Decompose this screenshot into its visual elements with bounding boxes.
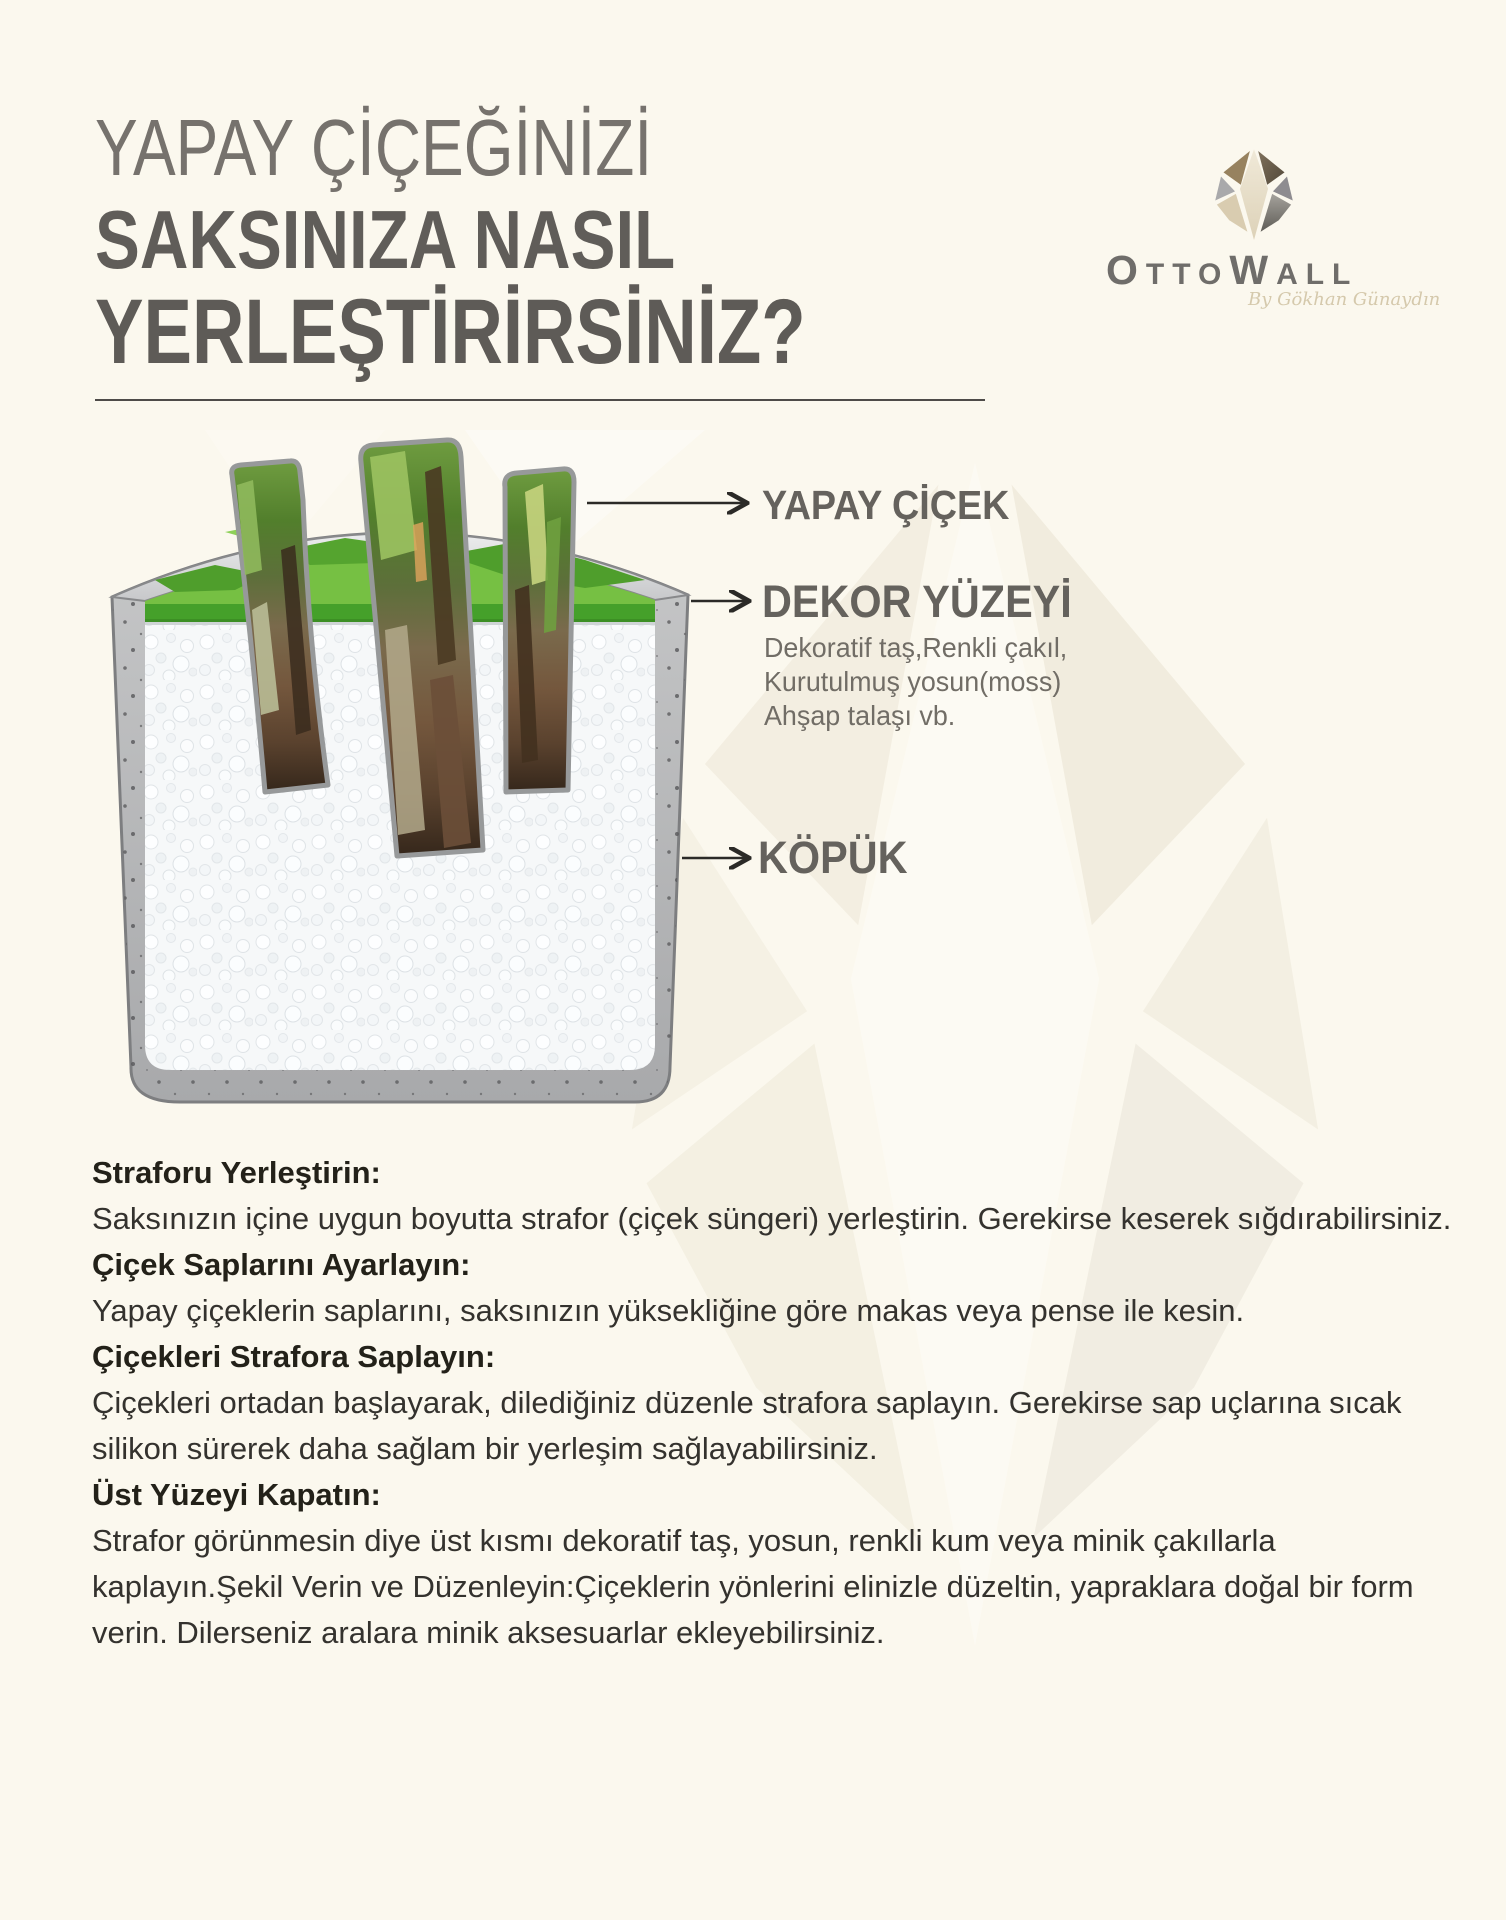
instructions-block	[92, 1150, 1454, 1656]
brand-letters-tto: TTO	[1145, 258, 1230, 291]
brand-letters-all: ALL	[1276, 258, 1359, 291]
instruction-body: Çiçekleri ortadan başlayarak, dilediğiniz düzenle strafora saplayın. Gerekirse sap uçlarına sıcak silikon sürerek daha sağlam bir yerleşim sağlayabilirsiniz.	[92, 1385, 1402, 1466]
instruction-heading: Straforu Yerleştirin:	[92, 1155, 381, 1190]
brand-wordmark	[1106, 247, 1426, 294]
brand-letter-o: O	[1106, 247, 1146, 293]
label-foam: KÖPÜK	[758, 832, 908, 883]
instruction-body: Strafor görünmesin diye üst kısmı dekoratif taş, yosun, renkli kum veya minik çakıllarla kaplayın.Şekil Verin ve Düzenleyin:Çiçeklerin yönlerini elinizle düzeltin, yapraklara doğal bir form verin. Dilerseniz aralara minik aksesuarlar ekleyebilirsiniz.	[92, 1523, 1414, 1650]
instruction-heading: Üst Yüzeyi Kapatın:	[92, 1477, 381, 1512]
decor-desc-line: Kurutulmuş yosun(moss)	[764, 666, 1062, 697]
instruction-heading: Çiçek Saplarını Ayarlayın:	[92, 1247, 471, 1282]
pot-diagram	[85, 430, 785, 1130]
page-title-line-1: YAPAY ÇİÇEĞİNİZİ	[95, 103, 653, 192]
instruction-body: Saksınızın içine uygun boyutta strafor (çiçek süngeri) yerleştirin. Gerekirse keserek sığdırabilirsiniz.	[92, 1201, 1452, 1236]
brand-byline: By Gökhan Günaydın	[1248, 289, 1441, 310]
page-title-line-2: SAKSINIZA NASIL	[95, 193, 676, 286]
instruction-heading: Çiçekleri Strafora Saplayın:	[92, 1339, 496, 1374]
instruction-body: Yapay çiçeklerin saplarını, saksınızın yüksekliğine göre makas veya pense ile kesin.	[92, 1293, 1245, 1328]
label-artificial-flower: YAPAY ÇİÇEK	[762, 482, 1010, 528]
decor-desc-line: Ahşap talaşı vb.	[764, 700, 956, 731]
title-divider	[95, 399, 985, 401]
page-title-line-3: YERLEŞTİRİRSİNİZ?	[95, 281, 806, 383]
decor-surface-description	[764, 631, 1067, 733]
stem-right	[505, 469, 574, 792]
brand-gem-icon	[1210, 146, 1298, 245]
brand-letter-w: W	[1229, 247, 1277, 293]
decor-desc-line: Dekoratif taş,Renkli çakıl,	[764, 632, 1068, 663]
label-decor-surface: DEKOR YÜZEYİ	[762, 576, 1072, 627]
